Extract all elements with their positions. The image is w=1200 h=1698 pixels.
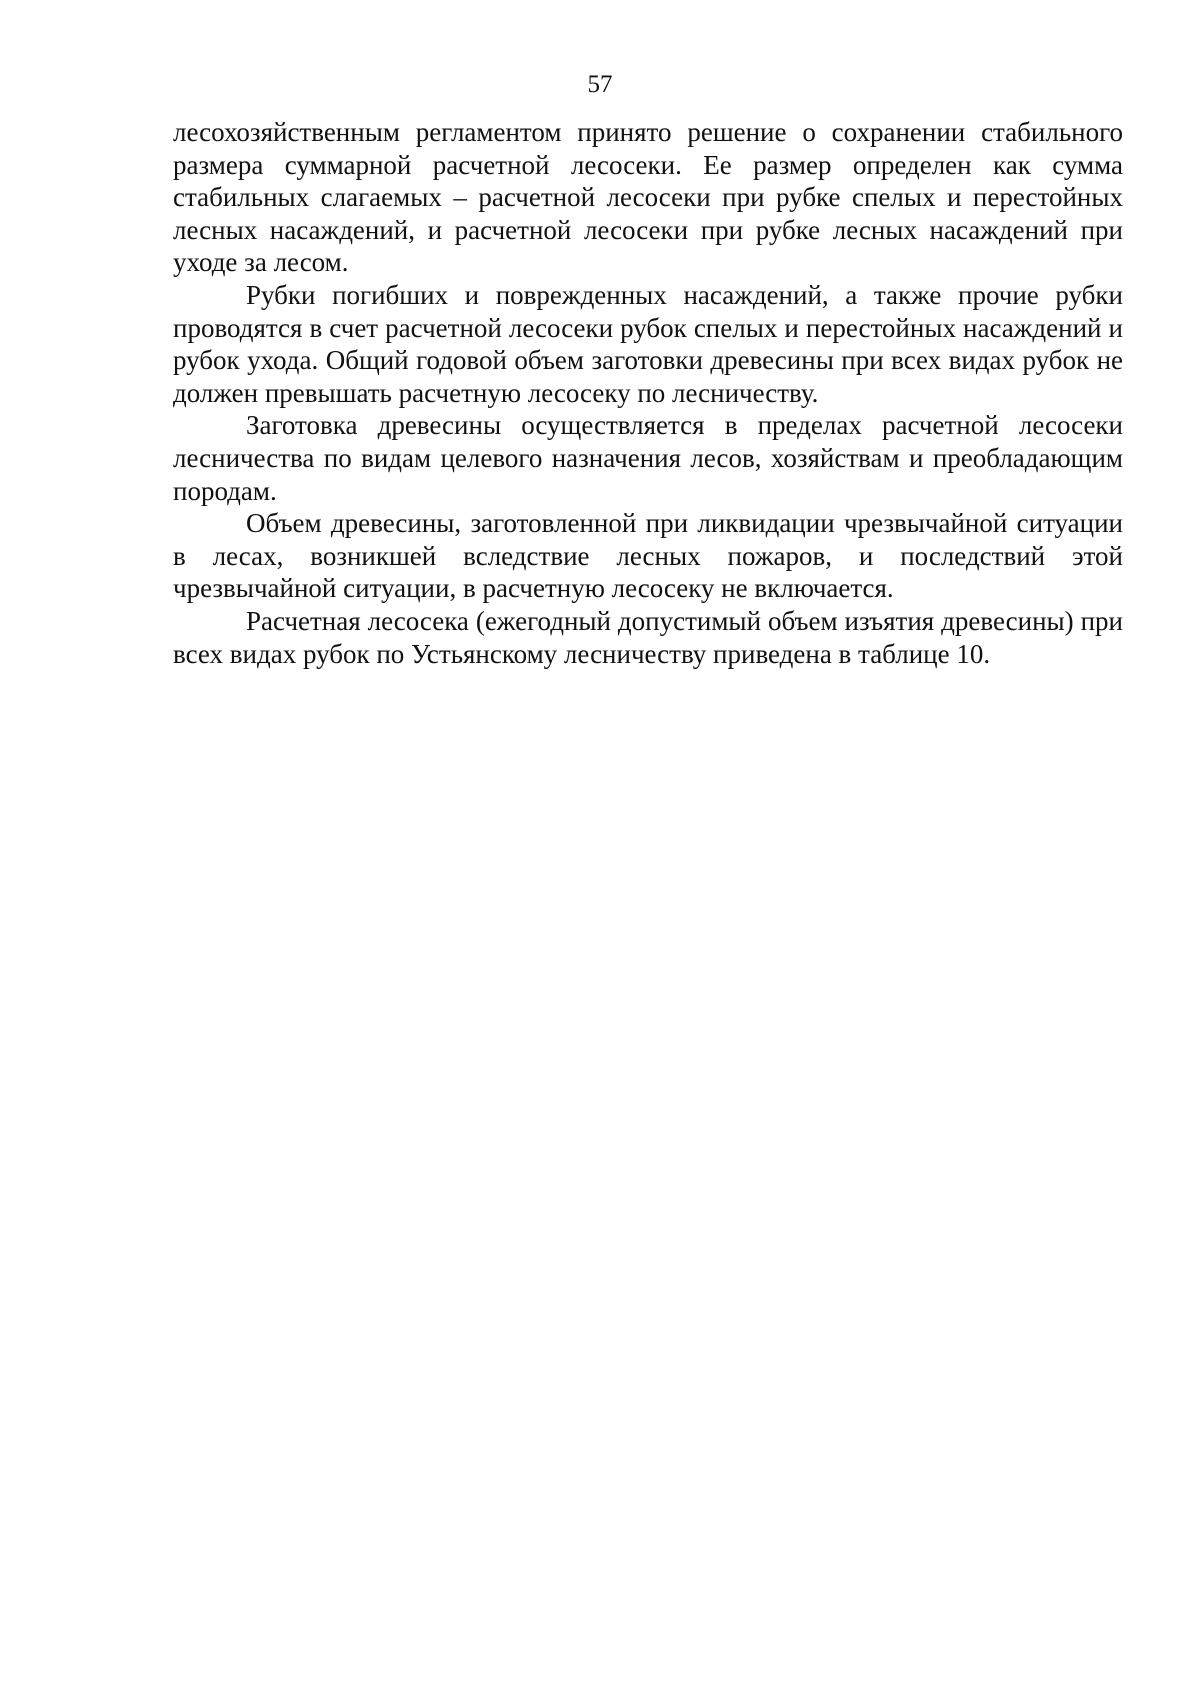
paragraph: лесохозяйственным регламентом принято решение о сохранении стабильного размера суммарной расчетной лесосеки. Ее размер определен как сумма стабильных слагаемых – расчетной лесосеки при рубке спелых и перестойных лесных насаждений, и расчетной лесосеки при рубке лесных насаждений при уходе за лесом. (173, 117, 1123, 278)
body-text (173, 116, 1123, 670)
paragraph: Заготовка древесины осуществляется в пределах расчетной лесосеки лесничества по видам целевого назначения лесов, хозяйствам и преобладающим породам. (173, 410, 1123, 506)
paragraph: Расчетная лесосека (ежегодный допустимый объем изъятия древесины) при всех видах рубок по Устьянскому лесничеству приведена в таблице 10. (173, 605, 1123, 669)
paragraph: Объем древесины, заготовленной при ликвидации чрезвычайной ситуации в лесах, возникшей вследствие лесных пожаров, и последствий этой чрезвычайной ситуации, в расчетную лесосеку не включается. (173, 508, 1123, 604)
page-number: 57 (587, 71, 613, 98)
paragraph: Рубки погибших и поврежденных насаждений, а также прочие рубки проводятся в счет расчетной лесосеки рубок спелых и перестойных насаждений и рубок ухода. Общий годовой объем заготовки древесины при всех видах рубок не должен превышать расчетную лесосеку по лесничеству. (173, 279, 1123, 408)
